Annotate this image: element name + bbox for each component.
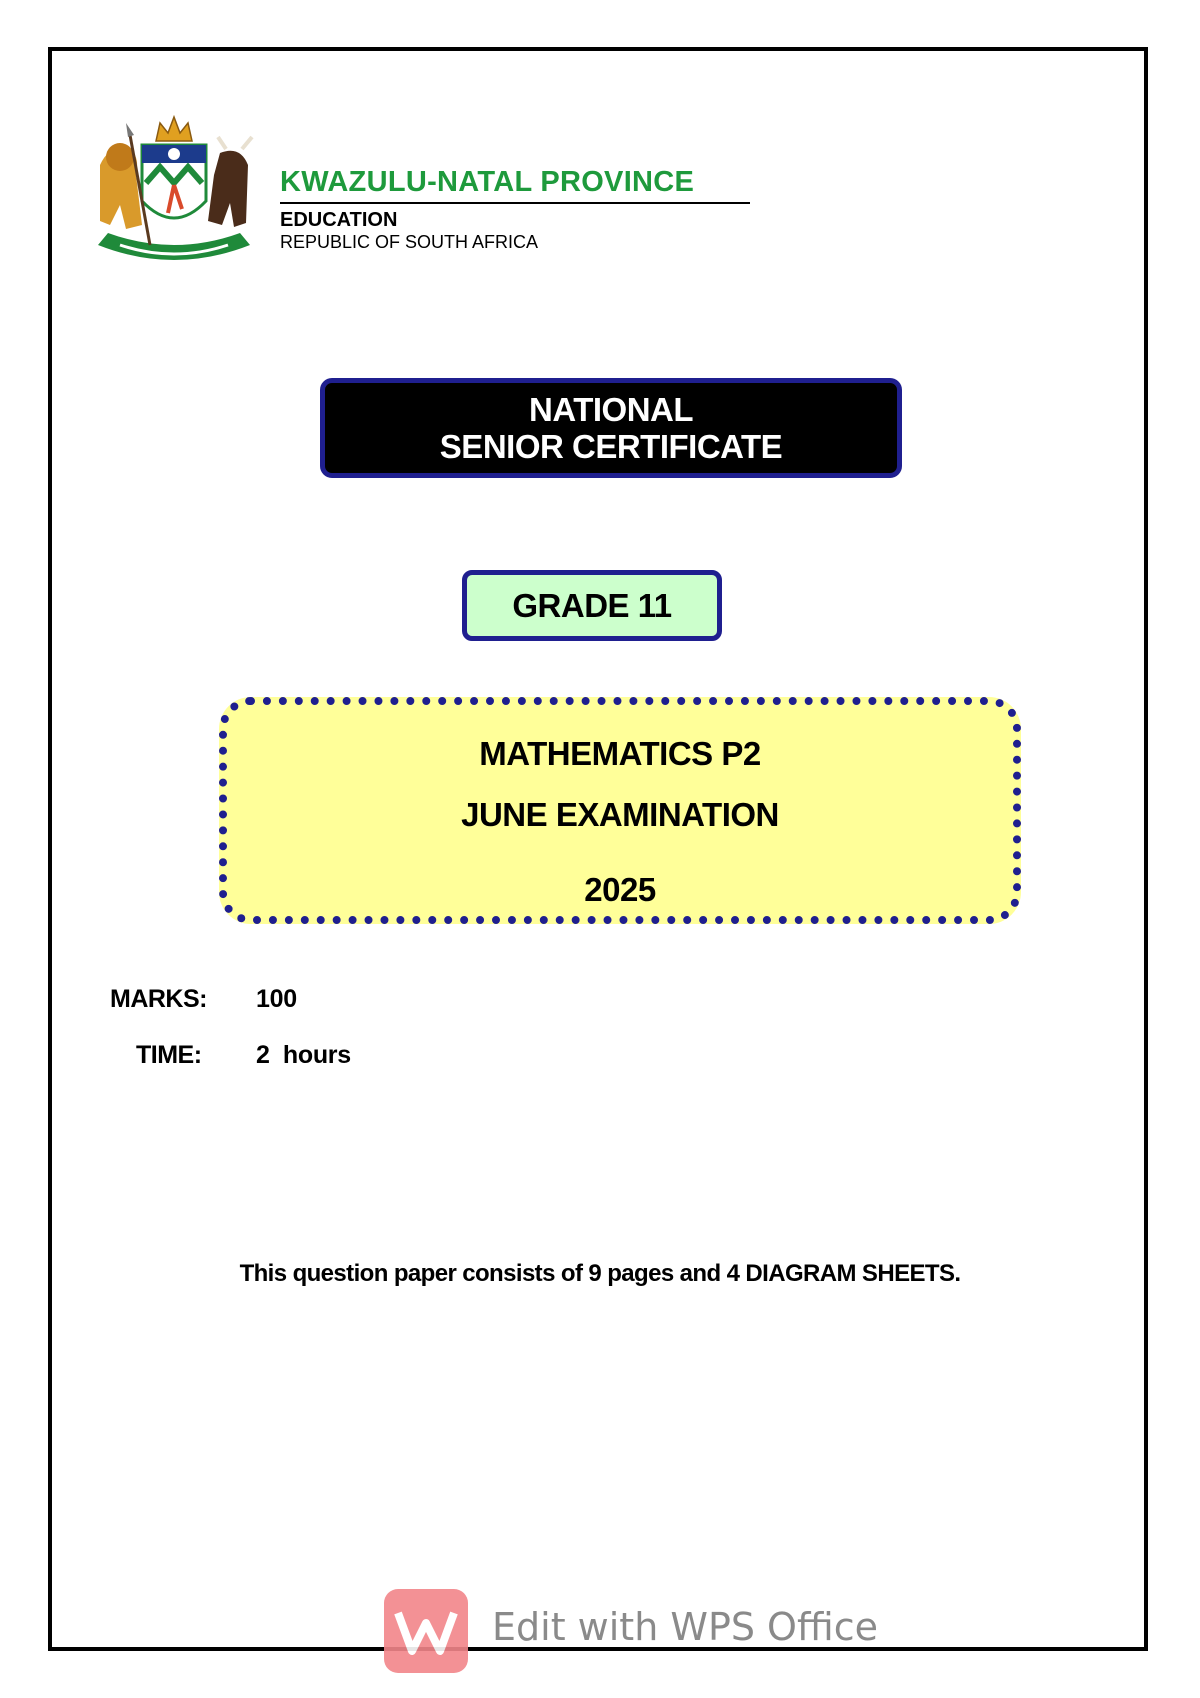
- subject-title: MATHEMATICS P2: [479, 735, 761, 772]
- coat-of-arms-icon: [90, 105, 258, 273]
- department-name: EDUCATION: [280, 209, 398, 231]
- exam-year: 2025: [584, 871, 656, 908]
- marks-value: 100: [256, 985, 297, 1013]
- time-value: 2 hours: [256, 1041, 351, 1069]
- certificate-line-1: NATIONAL: [528, 391, 694, 428]
- wps-edit-link[interactable]: Edit with WPS Office: [492, 1605, 878, 1649]
- certificate-line-2: SENIOR CERTIFICATE: [439, 428, 783, 465]
- grade-label: GRADE 11: [512, 586, 672, 624]
- grade-badge: [462, 570, 722, 641]
- province-title: KWAZULU-NATAL PROVINCE: [280, 166, 695, 198]
- page-count-note: This question paper consists of 9 pages and 4 DIAGRAM SHEETS.: [239, 1260, 961, 1287]
- marks-label: MARKS:: [110, 985, 207, 1013]
- exam-session: JUNE EXAMINATION: [461, 796, 779, 833]
- time-label: TIME:: [136, 1041, 202, 1069]
- wps-logo-icon[interactable]: [384, 1589, 468, 1673]
- subject-panel: [219, 697, 1021, 924]
- certificate-banner: [320, 378, 902, 478]
- header-divider: [280, 202, 750, 204]
- country-name: REPUBLIC OF SOUTH AFRICA: [280, 232, 539, 252]
